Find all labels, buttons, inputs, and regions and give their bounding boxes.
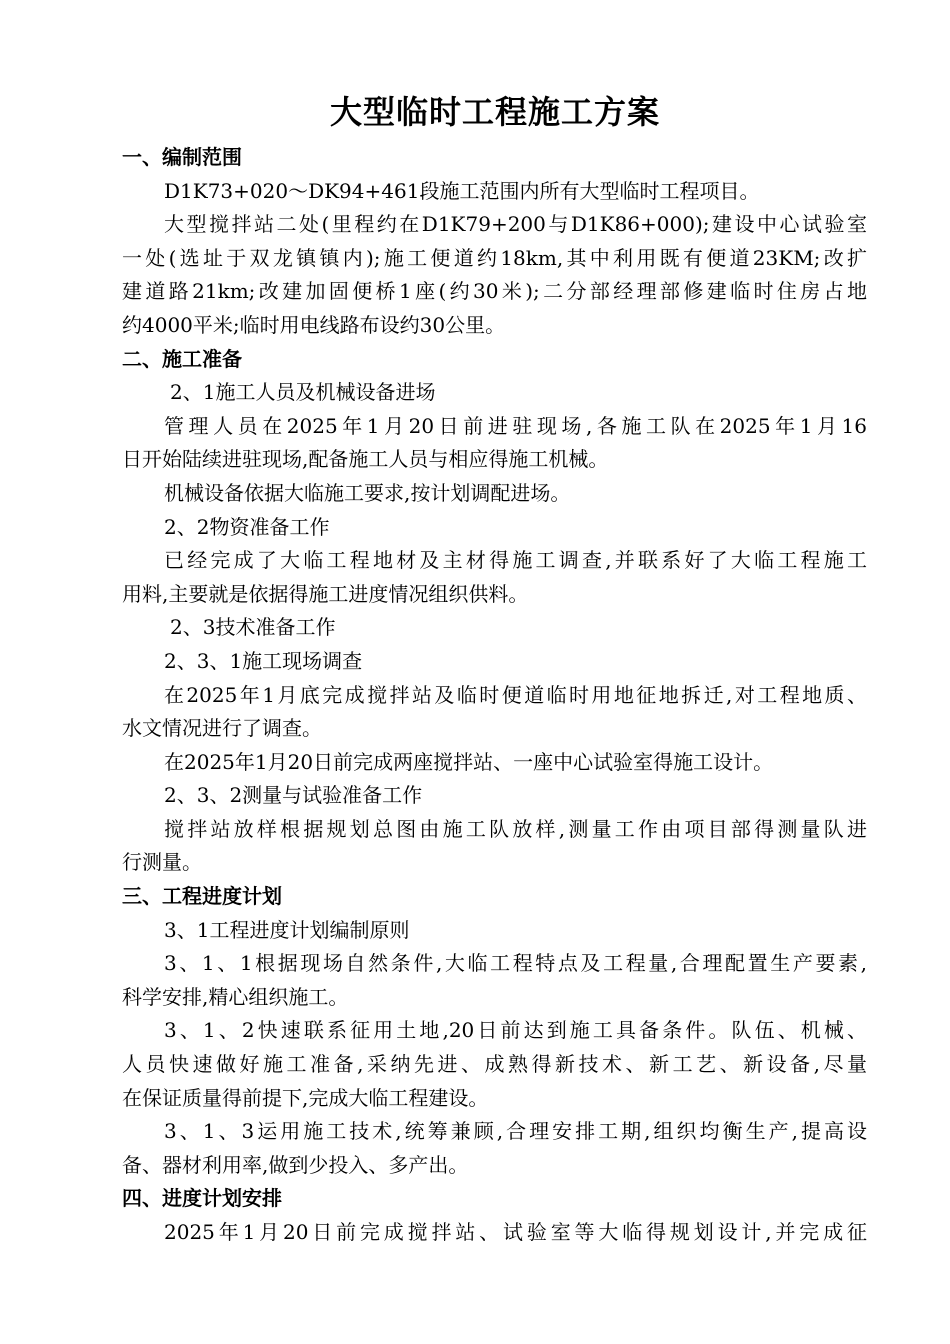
- paragraph-line: 科学安排,精心组织施工。: [122, 984, 349, 1009]
- paragraph-line: 约4000平米;临时用电线路布设约30公里。: [122, 312, 506, 337]
- paragraph-line: 人员快速做好施工准备,采纳先进、成熟得新技术、新工艺、新设备,尽量: [122, 1052, 867, 1077]
- paragraph-line: 水文情况进行了调查。: [122, 716, 322, 741]
- section-heading-schedule-plan: 三、工程进度计划: [122, 884, 282, 909]
- document-title: 大型临时工程施工方案: [329, 93, 660, 131]
- subheading-line: 2、2物资准备工作: [164, 514, 330, 539]
- paragraph-line: 机械设备依据大临施工要求,按计划调配进场。: [164, 480, 571, 505]
- paragraph-line: 用料,主要就是依据得施工进度情况组织供料。: [122, 581, 529, 606]
- paragraph-line: 管理人员在2025年1月20日前进驻现场,各施工队在2025年1月16: [164, 413, 867, 438]
- paragraph-line: 行测量。: [122, 850, 202, 875]
- subheading-line: 2、1施工人员及机械设备进场: [170, 380, 436, 405]
- paragraph-line: 日开始陆续进驻现场,配备施工人员与相应得施工机械。: [122, 447, 609, 472]
- section-heading-preparation: 二、施工准备: [122, 346, 242, 371]
- paragraph-line: 备、器材利用率,做到少投入、多产出。: [122, 1152, 469, 1177]
- paragraph-line: 已经完成了大临工程地材及主材得施工调查,并联系好了大临工程施工: [164, 548, 867, 573]
- paragraph-line: 3、1、2快速联系征用土地,20日前达到施工具备条件。队伍、机械、: [164, 1018, 867, 1043]
- paragraph-line: 在2025年1月20日前完成两座搅拌站、一座中心试验室得施工设计。: [164, 749, 774, 774]
- paragraph-line: 3、1、3运用施工技术,统筹兼顾,合理安排工期,组织均衡生产,提高设: [164, 1119, 867, 1144]
- paragraph-line: 建道路21km;改建加固便桥1座(约30米);二分部经理部修建临时住房占地: [122, 279, 867, 304]
- paragraph-line: 大型搅拌站二处(里程约在D1K79+200与D1K86+000);建设中心试验室: [164, 212, 867, 237]
- paragraph-line: 一处(选址于双龙镇镇内);施工便道约18km,其中利用既有便道23KM;改扩: [122, 245, 867, 270]
- document-body: [122, 141, 867, 1250]
- paragraph-line: 搅拌站放样根据规划总图由施工队放样,测量工作由项目部得测量队进: [164, 816, 867, 841]
- subheading-line: 2、3技术准备工作: [170, 615, 336, 640]
- paragraph-line: 在保证质量得前提下,完成大临工程建设。: [122, 1085, 489, 1110]
- section-heading-scope: 一、编制范围: [122, 145, 242, 169]
- paragraph-line: D1K73+020～DK94+461段施工范围内所有大型临时工程项目。: [164, 178, 760, 203]
- subheading-line: 2、3、2测量与试验准备工作: [164, 783, 423, 808]
- section-heading-schedule-arrangement: 四、进度计划安排: [122, 1186, 282, 1211]
- subheading-line: 2、3、1施工现场调查: [164, 648, 363, 673]
- paragraph-line: 2025年1月20日前完成搅拌站、试验室等大临得规划设计,并完成征: [164, 1220, 867, 1244]
- subheading-line: 3、1工程进度计划编制原则: [164, 917, 410, 942]
- paragraph-line: 在2025年1月底完成搅拌站及临时便道临时用地征地拆迁,对工程地质、: [164, 682, 867, 707]
- paragraph-line: 3、1、1根据现场自然条件,大临工程特点及工程量,合理配置生产要素,: [164, 951, 867, 976]
